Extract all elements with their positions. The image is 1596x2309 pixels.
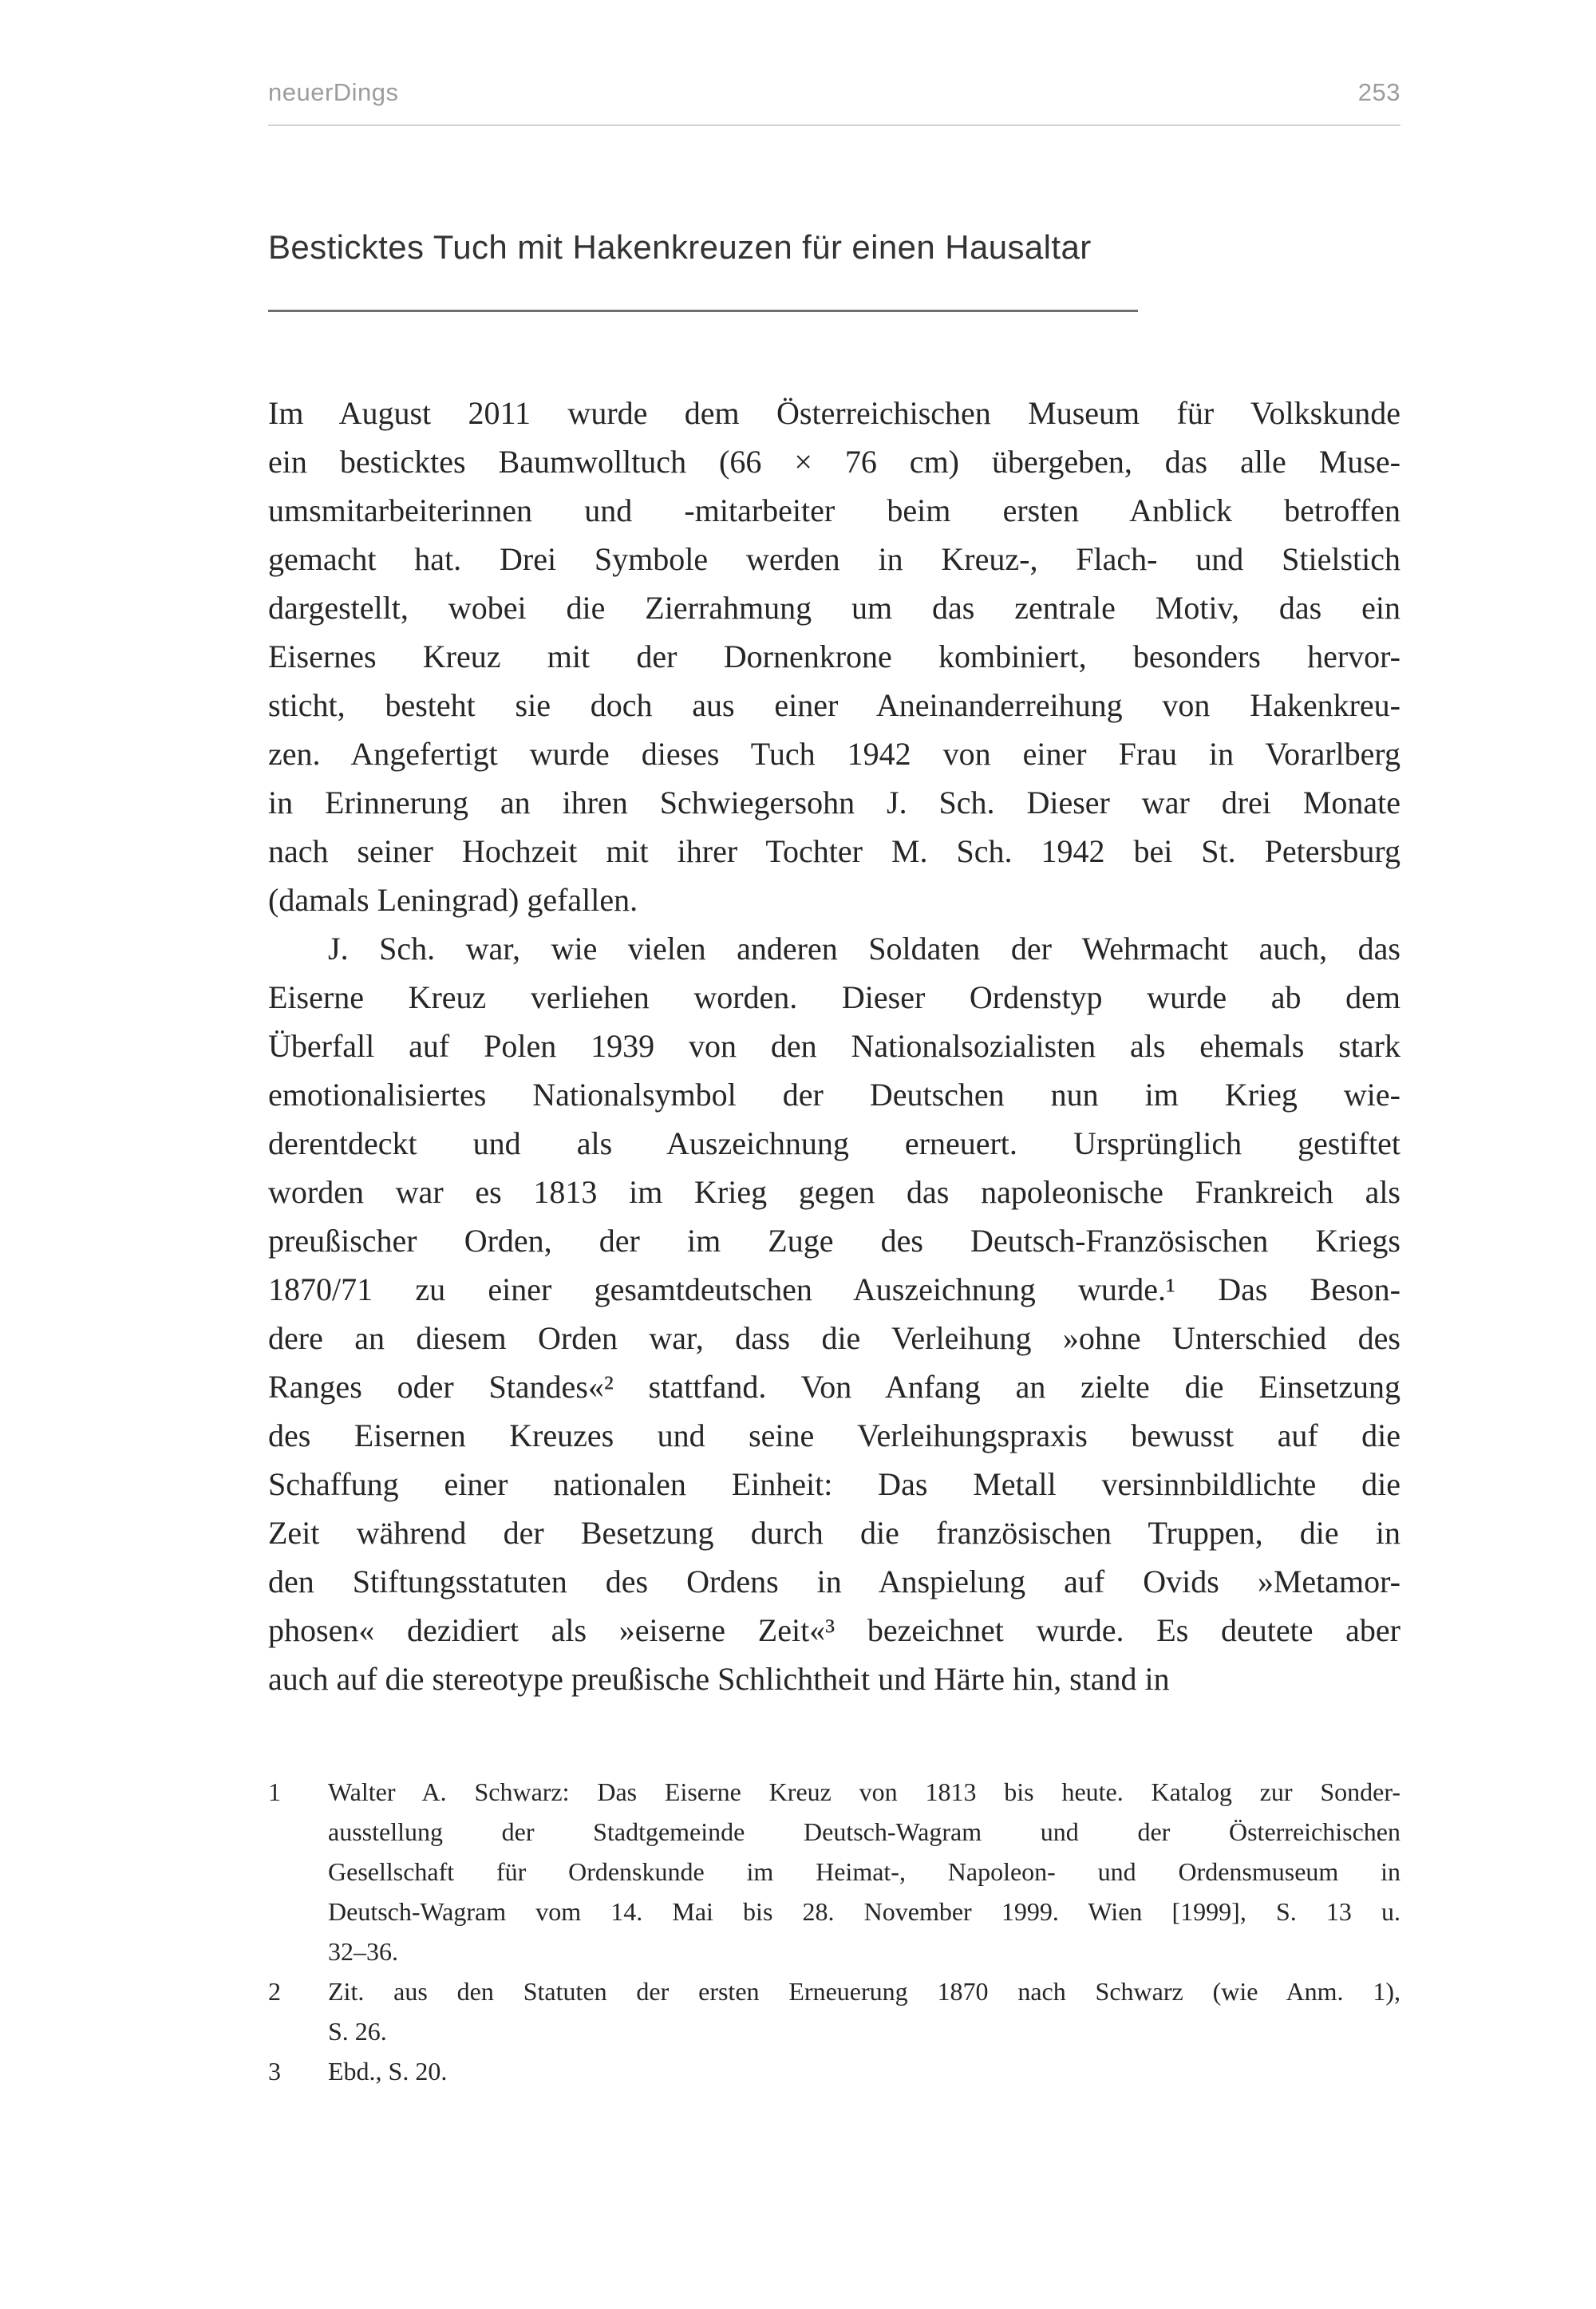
text-line: auch auf die stereotype preußische Schlichtheit und Härte hin, stand in (268, 1661, 1170, 1697)
text-line: Eisernes Kreuz mit der Dornenkrone kombiniert, besonders hervor- (268, 639, 1400, 674)
paragraph (268, 389, 1400, 924)
text-line: emotionalisiertes Nationalsymbol der Deutschen nun im Krieg wie- (268, 1077, 1400, 1113)
footnote-line: Ebd., S. 20. (328, 2057, 448, 2086)
text-line: phosen« dezidiert als »eiserne Zeit«³ bezeichnet wurde. Es deutete aber (268, 1612, 1400, 1648)
text-line: den Stiftungsstatuten des Ordens in Anspielung auf Ovids »Metamor- (268, 1564, 1400, 1599)
text-line: J. Sch. war, wie vielen anderen Soldaten der Wehrmacht auch, das (328, 931, 1400, 967)
footnote-text (328, 1772, 1400, 1971)
text-line: preußischer Orden, der im Zuge des Deutsch-Französischen Kriegs (268, 1223, 1400, 1259)
footnote (268, 2051, 1400, 2091)
chapter-title: Besticktes Tuch mit Hakenkreuzen für einen Hausaltar (268, 228, 1092, 266)
text-line: Schaffung einer nationalen Einheit: Das Metall versinnbildlichte die (268, 1466, 1400, 1502)
footnote-line: Walter A. Schwarz: Das Eiserne Kreuz von 1813 bis heute. Katalog zur Sonder- (328, 1777, 1400, 1806)
text-line: gemacht hat. Drei Symbole werden in Kreuz-, Flach- und Stielstich (268, 541, 1400, 577)
text-line: Eiserne Kreuz verliehen worden. Dieser Ordenstyp wurde ab dem (268, 979, 1400, 1015)
text-line: dere an diesem Orden war, dass die Verleihung »ohne Unterschied des (268, 1320, 1400, 1356)
footnote-line: Gesellschaft für Ordenskunde im Heimat-, Napoleon- und Ordensmuseum in (328, 1857, 1400, 1886)
page-header (268, 78, 1400, 107)
footnote-number: 2 (268, 1977, 281, 2006)
text-line: sticht, besteht sie doch aus einer Aneinanderreihung von Hakenkreu- (268, 687, 1400, 723)
footnote-text (328, 2051, 1400, 2091)
paragraph (268, 924, 1400, 1703)
footnote-line: 32–36. (328, 1937, 398, 1966)
footnotes-section (268, 1772, 1400, 2091)
footnote-number: 3 (268, 2057, 281, 2086)
footnote-line: Deutsch-Wagram vom 14. Mai bis 28. November 1999. Wien [1999], S. 13 u. (328, 1897, 1400, 1926)
text-line: Ranges oder Standes«² stattfand. Von Anfang an zielte die Einsetzung (268, 1369, 1400, 1405)
text-line: umsmitarbeiterinnen und -mitarbeiter beim ersten Anblick betroffen (268, 492, 1400, 528)
footnote (268, 1971, 1400, 2051)
text-line: des Eisernen Kreuzes und seine Verleihungspraxis bewusst auf die (268, 1417, 1400, 1453)
footnote-line: Zit. aus den Statuten der ersten Erneuerung 1870 nach Schwarz (wie Anm. 1), (328, 1977, 1400, 2006)
footnote (268, 1772, 1400, 1971)
body-text (268, 389, 1400, 1703)
text-line: dargestellt, wobei die Zierrahmung um das zentrale Motiv, das ein (268, 590, 1400, 626)
footnote-text (328, 1971, 1400, 2051)
page-number: 253 (1357, 78, 1400, 106)
running-head: neuerDings (268, 78, 399, 106)
text-line: Zeit während der Besetzung durch die französischen Truppen, die in (268, 1515, 1400, 1551)
text-line: 1870/71 zu einer gesamtdeutschen Auszeichnung wurde.¹ Das Beson- (268, 1271, 1400, 1307)
text-line: in Erinnerung an ihren Schwiegersohn J. Sch. Dieser war drei Monate (268, 785, 1400, 820)
footnote-line: ausstellung der Stadtgemeinde Deutsch-Wagram und der Österreichischen (328, 1817, 1400, 1846)
text-line: derentdeckt und als Auszeichnung erneuert. Ursprünglich gestiftet (268, 1125, 1400, 1161)
text-line: worden war es 1813 im Krieg gegen das napoleonische Frankreich als (268, 1174, 1400, 1210)
footnote-number: 1 (268, 1777, 281, 1806)
text-line: zen. Angefertigt wurde dieses Tuch 1942 von einer Frau in Vorarlberg (268, 736, 1400, 772)
text-line: Überfall auf Polen 1939 von den Nationalsozialisten als ehemals stark (268, 1028, 1400, 1064)
text-line: nach seiner Hochzeit mit ihrer Tochter M. Sch. 1942 bei St. Petersburg (268, 833, 1400, 869)
text-line: (damals Leningrad) gefallen. (268, 882, 638, 918)
title-underline (268, 310, 1138, 312)
text-line: ein besticktes Baumwolltuch (66 × 76 cm) übergeben, das alle Muse- (268, 444, 1400, 480)
header-rule (268, 125, 1400, 126)
text-line: Im August 2011 wurde dem Österreichischen Museum für Volkskunde (268, 395, 1400, 431)
footnote-line: S. 26. (328, 2017, 387, 2046)
